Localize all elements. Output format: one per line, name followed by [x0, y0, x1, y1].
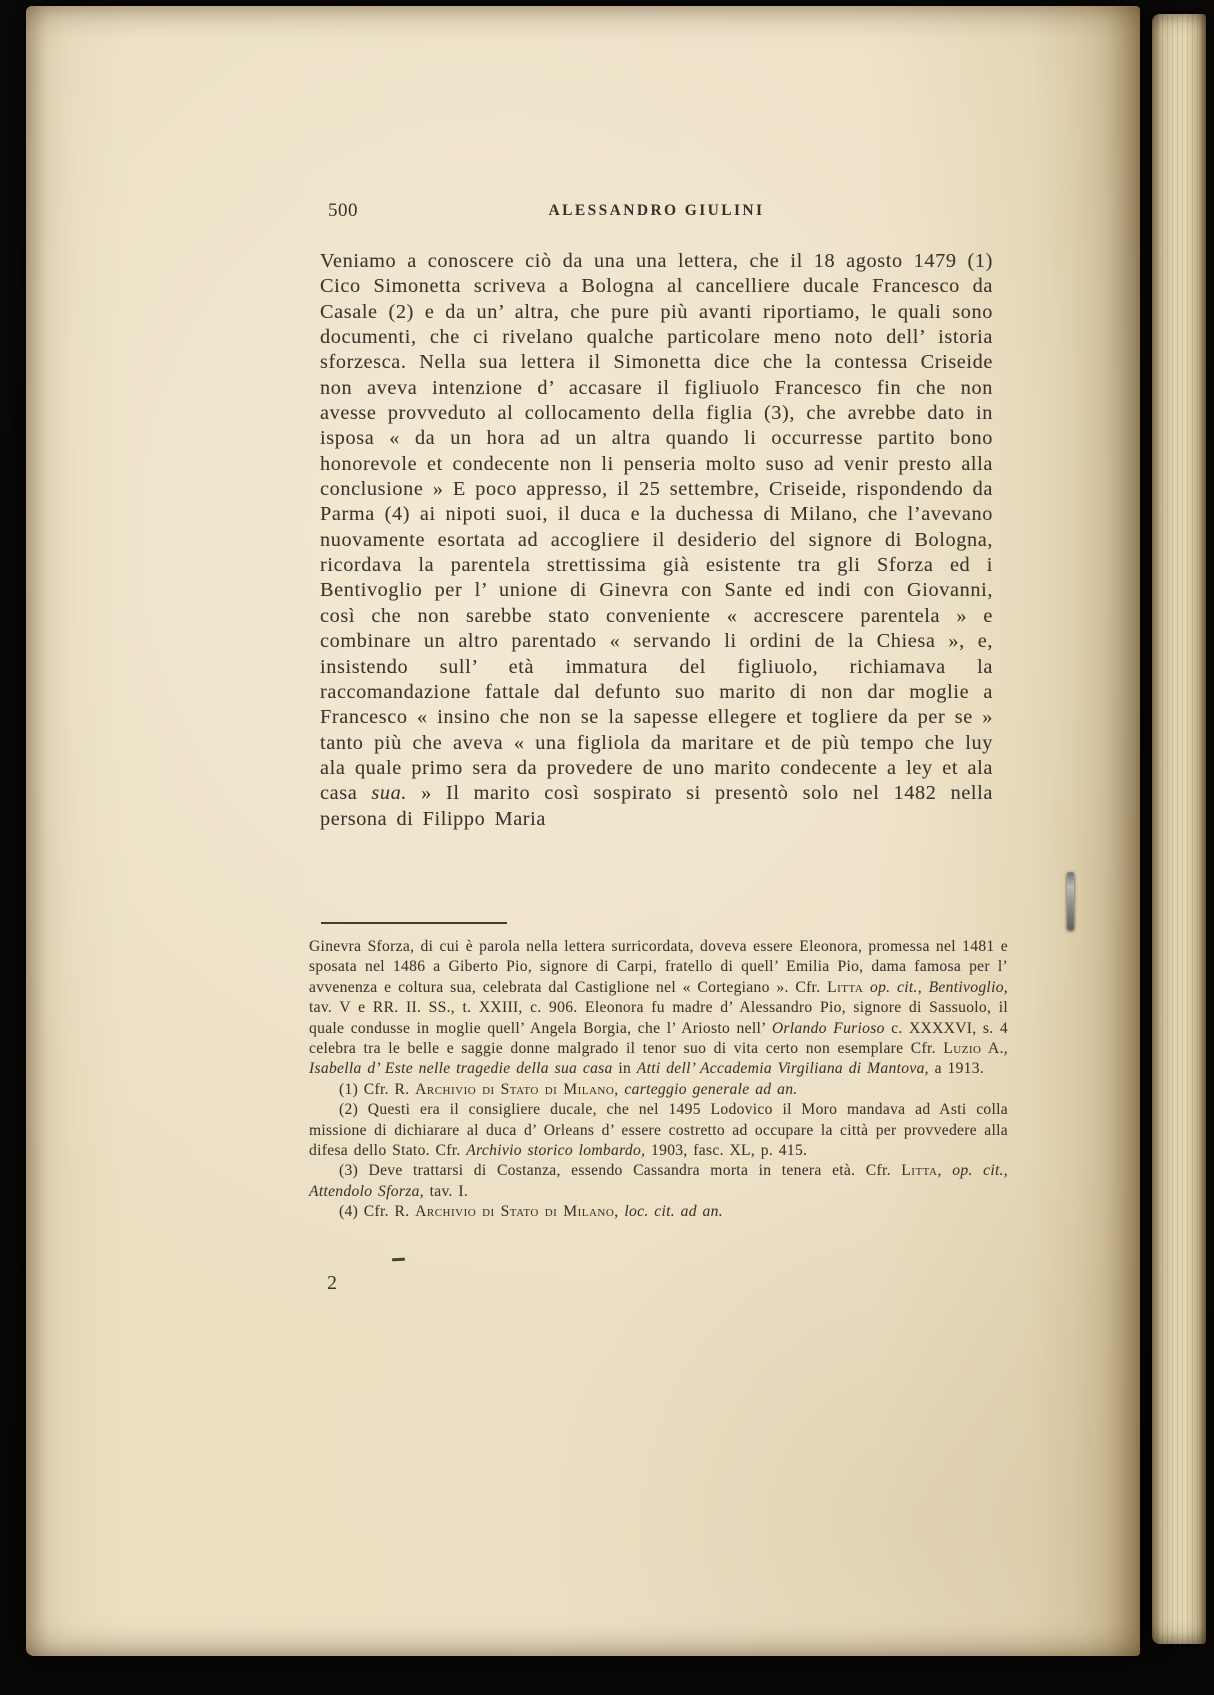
page-number-top: 500	[328, 200, 358, 221]
staple	[1067, 872, 1074, 930]
book-page	[26, 6, 1140, 1656]
signature-mark: 2	[327, 1272, 337, 1294]
footnote-separator	[321, 922, 507, 924]
footnote-4: (4) Cfr. R. Archivio di Stato di Milano, loc. cit. ad an.	[339, 1203, 723, 1221]
body-paragraph: Veniamo a conoscere ciò da una una lettera, che il 18 agosto 1479 (1) Cico Simonetta scriveva a Bologna al cancelliere ducale Francesco da Casale (2) e da un’ altra, che pure più avanti riportiamo, le quali sono documenti, che ci rivelano qualche particolare meno noto dell’ istoria sforzesca. Nella sua lettera il Simonetta dice che la contessa Criseide non aveva intenzione d’ accasare il figliuolo Francesco fin che non avesse provveduto al collocamento della figlia (3), che avrebbe dato in isposa « da un hora ad un altra quando li occurresse partito bono honorevole et condecente non li penseria molto suso ad venir presto alla conclusione » E poco appresso, il 25 settembre, Criseide, rispondendo da Parma (4) ai nipoti suoi, il duca e la duchessa di Milano, che l’avevano nuovamente esortata ad accogliere il desiderio del signore di Bologna, ricordava la parentela strettissima già esistente tra gli Sforza ed i Bentivoglio per l’ unione di Ginevra con Sante ed indi con Giovanni, così che non sarebbe stato conveniente « accrescere parentela » e combinare un altro parentado « servando li ordini de la Chiesa », e, insistendo sull’ età immatura del figliuolo, richiamava la raccomandazione fattale dal defunto suo marito di non dar moglie a Francesco « insino che non se la sapesse ellegere et togliere da per se » tanto più che aveva « una figliola da maritare et de più tempo che luy ala quale primo sera da provedere de uno marito condecente a ley et ala casa sua. » Il marito così sospirato si presentò solo nel 1482 nella persona di Filippo Maria	[320, 250, 994, 830]
footnotes-block	[309, 937, 1008, 1223]
running-header: ALESSANDRO GIULINI	[548, 202, 765, 219]
footnote-continuation: Ginevra Sforza, di cui è parola nella lettera surricordata, doveva essere Eleonora, promessa nel 1481 e sposata nel 1486 a Giberto Pio, signore di Carpi, fratello di quell’ Emilia Pio, dama famosa per l’ avvenenza e coltura sua, celebrata dal Castiglione nel « Cortegiano ». Cfr. Litta op. cit., Bentivoglio, tav. V e RR. II. SS., t. XXIII, c. 906. Eleonora fu madre d’ Alessandro Pio, signore di Sassuolo, il quale condusse in moglie quell’ Angela Borgia, che l’ Ariosto nell’ Orlando Furioso c. XXXXVI, s. 4 celebra tra le belle e saggie donne malgrado il tenor suo di vita certo non esemplare Cfr. Luzio A., Isabella d’ Este nelle tragedie della sua casa in Atti dell’ Accademia Virgiliana di Mantova, a 1913.	[309, 938, 1008, 1078]
footnote-1: (1) Cfr. R. Archivio di Stato di Milano, carteggio generale ad an.	[339, 1080, 798, 1098]
footnote-2: (2) Questi era il consigliere ducale, che nel 1495 Lodovico il Moro mandava ad Asti colla missione di dichiarare al duca d’ Orleans d’ essere costretto ad occupare la città per provvedere alla difesa dello Stato. Cfr. Archivio storico lombardo, 1903, fasc. XL, p. 415.	[309, 1101, 1008, 1160]
page-header	[320, 198, 993, 224]
footnote-3: (3) Deve trattarsi di Costanza, essendo Cassandra morta in tenera età. Cfr. Litta, op. cit., Attendolo Sforza, tav. I.	[309, 1162, 1008, 1200]
ink-mark	[392, 1258, 405, 1261]
adjacent-page-edge	[1152, 14, 1206, 1644]
